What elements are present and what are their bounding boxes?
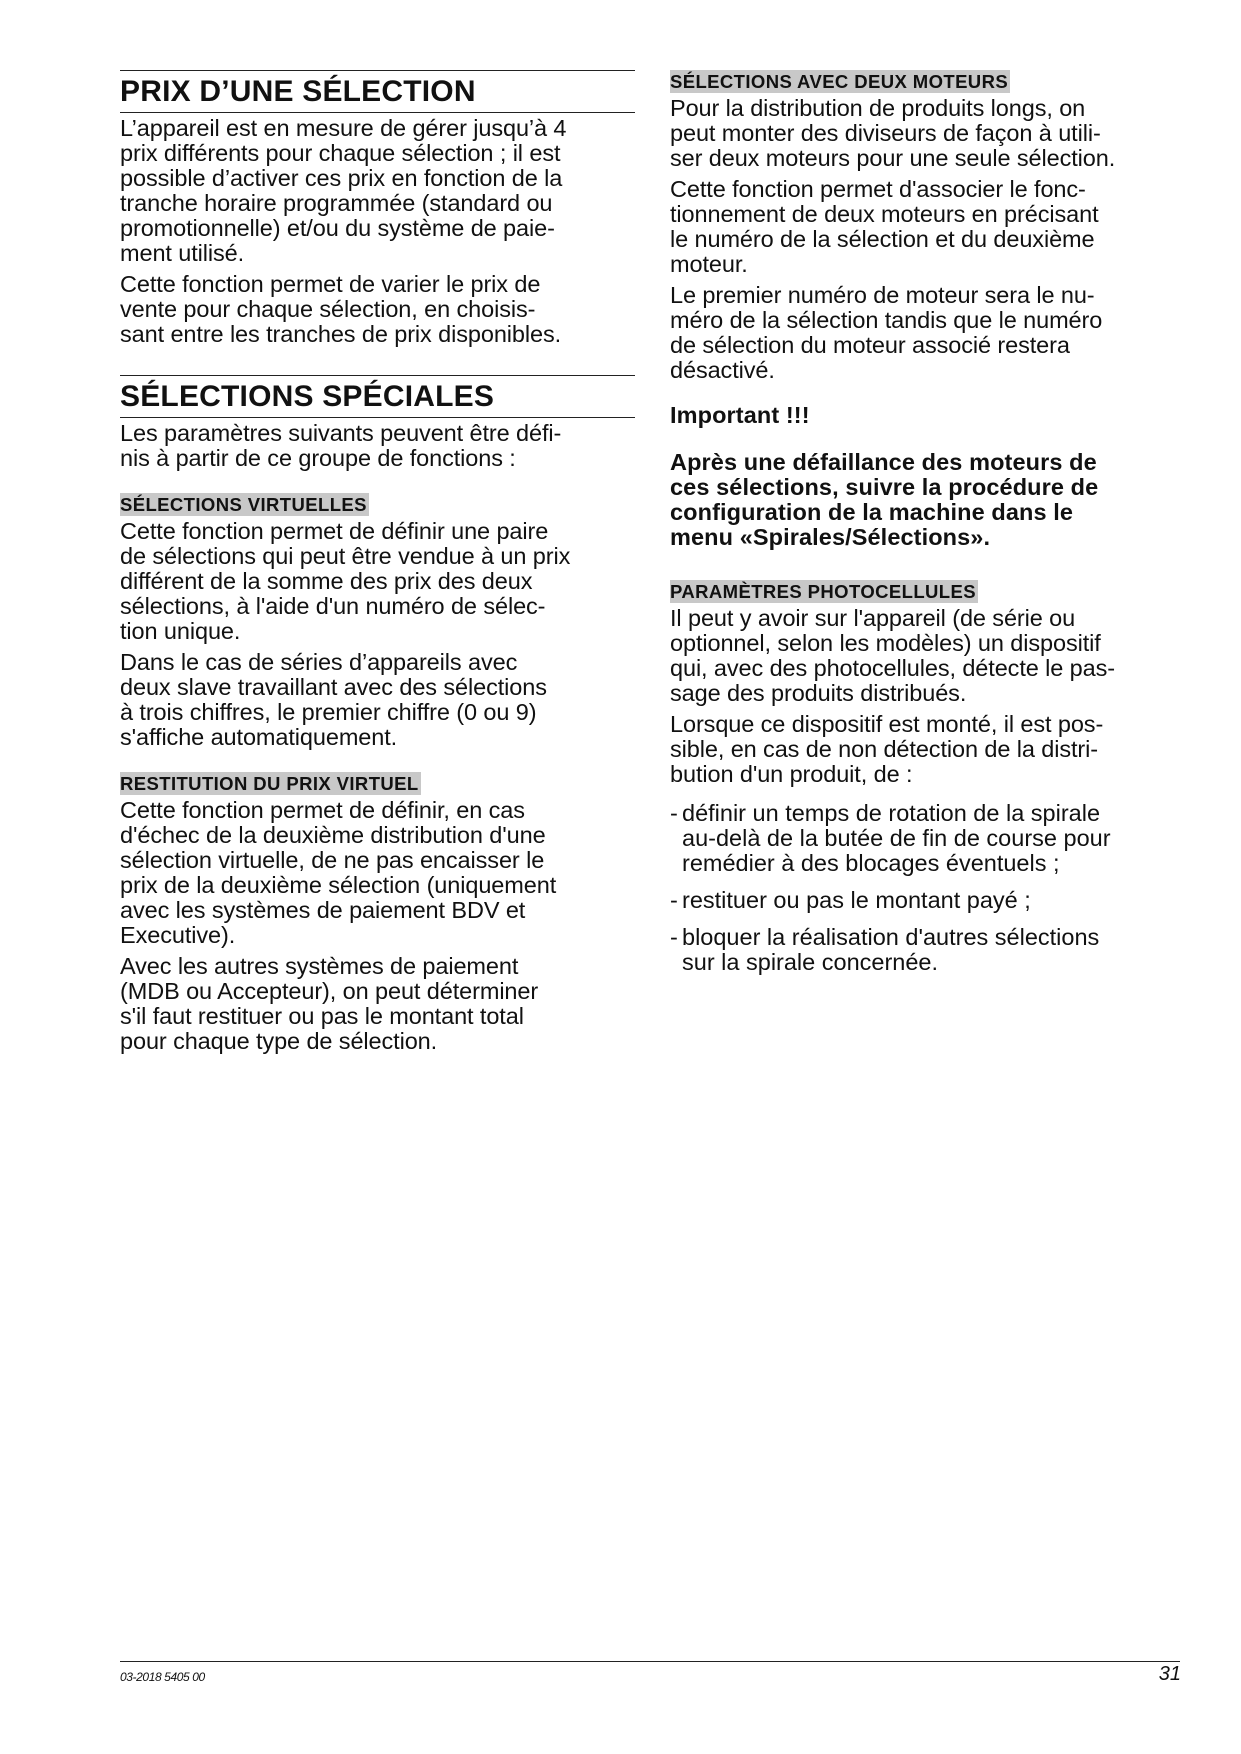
important-warning: Après une défaillance des moteurs de ces sélections, suivre la procédure de configuration de la machine dans le menu «Spirales/Sélections». — [670, 449, 1099, 550]
photocellules-paragraph-2: Lorsque ce dispositif est monté, il est pos- sible, en cas de non détection de la distri- bution d'un produit, de : — [670, 711, 1104, 787]
important-label: Important !!! — [670, 402, 810, 428]
section-title-speciales: SÉLECTIONS SPÉCIALES — [120, 375, 635, 418]
photocellules-list — [670, 801, 1185, 975]
left-column — [120, 70, 635, 1060]
virtuelles-paragraph-1: Cette fonction permet de définir une paire de sélections qui peut être vendue à un prix différent de la somme des prix des deux sélections, à l'aide d'un numéro de sélec- tion unique. — [120, 518, 571, 644]
dash-bullet: - — [670, 887, 678, 913]
list-item: - définir un temps de rotation de la spirale au-delà de la butée de fin de course pour remédier à des blocages éventuels ; — [670, 800, 1111, 876]
subheading-deux-moteurs: SÉLECTIONS AVEC DEUX MOTEURS — [670, 71, 1009, 92]
virtuelles-paragraph-2: Dans le cas de séries d’appareils avec deux slave travaillant avec des sélections à trois chiffres, le premier chiffre (0 ou 9) s'affiche automatiquement. — [120, 649, 547, 750]
document-code: 03-2018 5405 00 — [120, 1670, 205, 1684]
page-number: 31 — [1158, 1663, 1181, 1685]
restitution-paragraph-1: Cette fonction permet de définir, en cas d'échec de la deuxième distribution d'une sélection virtuelle, de ne pas encaisser le prix de la deuxième sélection (uniquement avec les systèmes de paiement BDV et Executive). — [120, 797, 557, 948]
right-column — [670, 70, 1185, 987]
prix-paragraph-1: L’appareil est en mesure de gérer jusqu’à 4 prix différents pour chaque sélection ; il est possible d’activer ces prix en fonction de la tranche horaire programmée (standard ou promotionnelle) et/ou du système de paie- ment utilisé. — [120, 115, 567, 266]
section-title-prix: PRIX D’UNE SÉLECTION — [120, 70, 635, 113]
deux-moteurs-paragraph-2: Cette fonction permet d'associer le fonc- tionnement de deux moteurs en précisant le numéro de la sélection et du deuxième moteur. — [670, 176, 1099, 277]
subheading-photocellules: PARAMÈTRES PHOTOCELLULES — [670, 581, 976, 602]
photocellules-paragraph-1: Il peut y avoir sur l'appareil (de série ou optionnel, selon les modèles) un dispositif qui, avec des photocellules, détecte le pas- sage des produits distribués. — [670, 605, 1115, 706]
list-item: - bloquer la réalisation d'autres sélections sur la spirale concernée. — [670, 924, 1100, 975]
subheading-selections-virtuelles: SÉLECTIONS VIRTUELLES — [120, 494, 367, 515]
prix-paragraph-2: Cette fonction permet de varier le prix de vente pour chaque sélection, en choisis- sant entre les tranches de prix disponibles. — [120, 271, 562, 347]
footer-divider — [120, 1661, 1180, 1662]
list-item: - restituer ou pas le montant payé ; — [670, 887, 1031, 913]
deux-moteurs-paragraph-1: Pour la distribution de produits longs, on peut monter des diviseurs de façon à utili- ser deux moteurs pour une seule sélection. — [670, 95, 1116, 171]
subheading-restitution-prix-virtuel: RESTITUTION DU PRIX VIRTUEL — [120, 773, 419, 794]
dash-bullet: - — [670, 924, 678, 950]
deux-moteurs-paragraph-3: Le premier numéro de moteur sera le nu- méro de la sélection tandis que le numéro de sélection du moteur associé restera désactivé. — [670, 282, 1103, 383]
dash-bullet: - — [670, 800, 678, 826]
restitution-paragraph-2: Avec les autres systèmes de paiement (MDB ou Accepteur), on peut déterminer s'il faut restituer ou pas le montant total pour chaque type de sélection. — [120, 953, 539, 1054]
speciales-intro: Les paramètres suivants peuvent être défi- nis à partir de ce groupe de fonctions : — [120, 420, 562, 471]
